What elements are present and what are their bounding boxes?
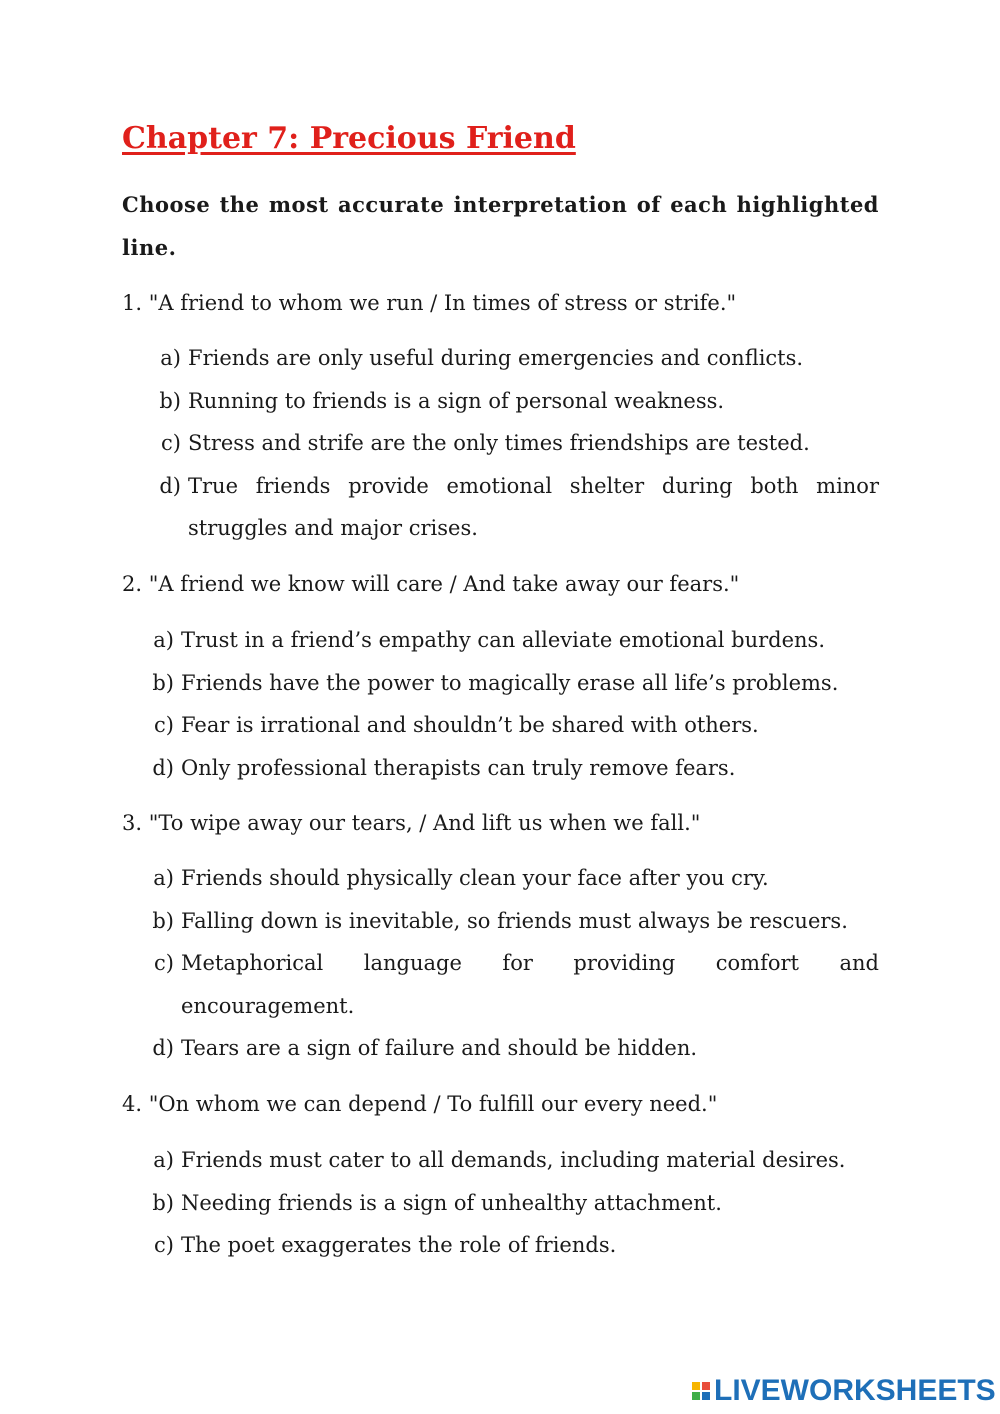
- question-1-options: [122, 337, 879, 550]
- option-text: Stress and strife are the only times friendships are tested.: [188, 431, 810, 455]
- option-text: Friends are only useful during emergencies and conflicts.: [188, 346, 804, 370]
- page-title: Chapter 7: Precious Friend: [122, 121, 576, 156]
- option-2d[interactable]: [122, 747, 879, 790]
- logo-text: LIVEWORKSHEETS: [714, 1374, 996, 1407]
- option-text: Needing friends is a sign of unhealthy attachment.: [181, 1190, 722, 1215]
- logo-mark-icon: [692, 1382, 710, 1400]
- option-label: a): [153, 866, 174, 890]
- option-text: Friends should physically clean your face after you cry.: [181, 866, 769, 890]
- option-1c[interactable]: [122, 422, 879, 465]
- question-3-options: [122, 857, 879, 1070]
- option-1b[interactable]: [122, 380, 879, 423]
- option-label: c): [154, 951, 174, 975]
- option-label: a): [153, 628, 174, 652]
- option-label: c): [154, 1233, 174, 1257]
- option-text: Trust in a friend’s empathy can alleviate emotional burdens.: [181, 628, 826, 652]
- option-3d[interactable]: [122, 1027, 879, 1070]
- option-text: Falling down is inevitable, so friends must always be rescuers.: [181, 908, 848, 933]
- logo-square: [702, 1382, 710, 1390]
- question-2: 2. "A friend we know will care / And take away our fears.": [122, 572, 740, 596]
- option-label: c): [161, 431, 181, 455]
- option-4a[interactable]: [122, 1139, 879, 1182]
- option-text: Friends have the power to magically erase all life’s problems.: [181, 670, 839, 695]
- option-3c[interactable]: [122, 942, 879, 1027]
- option-text: Fear is irrational and shouldn’t be shared with others.: [181, 713, 759, 737]
- option-text: Tears are a sign of failure and should be hidden.: [181, 1036, 698, 1060]
- option-label: b): [152, 908, 174, 933]
- question-1: 1. "A friend to whom we run / In times of stress or strife.": [122, 291, 737, 315]
- question-4-options: [122, 1139, 879, 1267]
- option-text: Friends must cater to all demands, including material desires.: [181, 1148, 846, 1172]
- option-2b[interactable]: [122, 662, 879, 705]
- option-label: b): [152, 670, 174, 695]
- logo-square: [692, 1392, 700, 1400]
- option-label: d): [152, 1036, 174, 1060]
- logo-square: [692, 1382, 700, 1390]
- option-label: a): [160, 346, 181, 370]
- option-3b[interactable]: [122, 900, 879, 943]
- option-4c[interactable]: [122, 1224, 879, 1267]
- option-text: True friends provide emotional shelter during both minor struggles and major crises.: [188, 473, 879, 540]
- option-label: b): [159, 388, 181, 413]
- option-label: b): [152, 1190, 174, 1215]
- option-text: Running to friends is a sign of personal weakness.: [188, 388, 725, 413]
- option-text: Metaphorical language for providing comfort and encouragement.: [181, 951, 879, 1018]
- question-3: 3. "To wipe away our tears, / And lift us when we fall.": [122, 811, 701, 835]
- liveworksheets-logo: [692, 1374, 996, 1408]
- option-label: d): [159, 473, 181, 498]
- option-text: Only professional therapists can truly remove fears.: [181, 755, 736, 780]
- question-2-options: [122, 619, 879, 789]
- instruction: Choose the most accurate interpretation of each highlighted line.: [122, 192, 879, 260]
- option-label: d): [152, 755, 174, 780]
- option-2a[interactable]: [122, 619, 879, 662]
- option-label: c): [154, 713, 174, 737]
- option-4b[interactable]: [122, 1182, 879, 1225]
- question-4: 4. "On whom we can depend / To fulfill our every need.": [122, 1092, 718, 1116]
- option-2c[interactable]: [122, 704, 879, 747]
- logo-square: [702, 1392, 710, 1400]
- option-text: The poet exaggerates the role of friends.: [181, 1233, 617, 1257]
- option-1d[interactable]: [122, 465, 879, 550]
- option-1a[interactable]: [122, 337, 879, 380]
- option-label: a): [153, 1148, 174, 1172]
- option-3a[interactable]: [122, 857, 879, 900]
